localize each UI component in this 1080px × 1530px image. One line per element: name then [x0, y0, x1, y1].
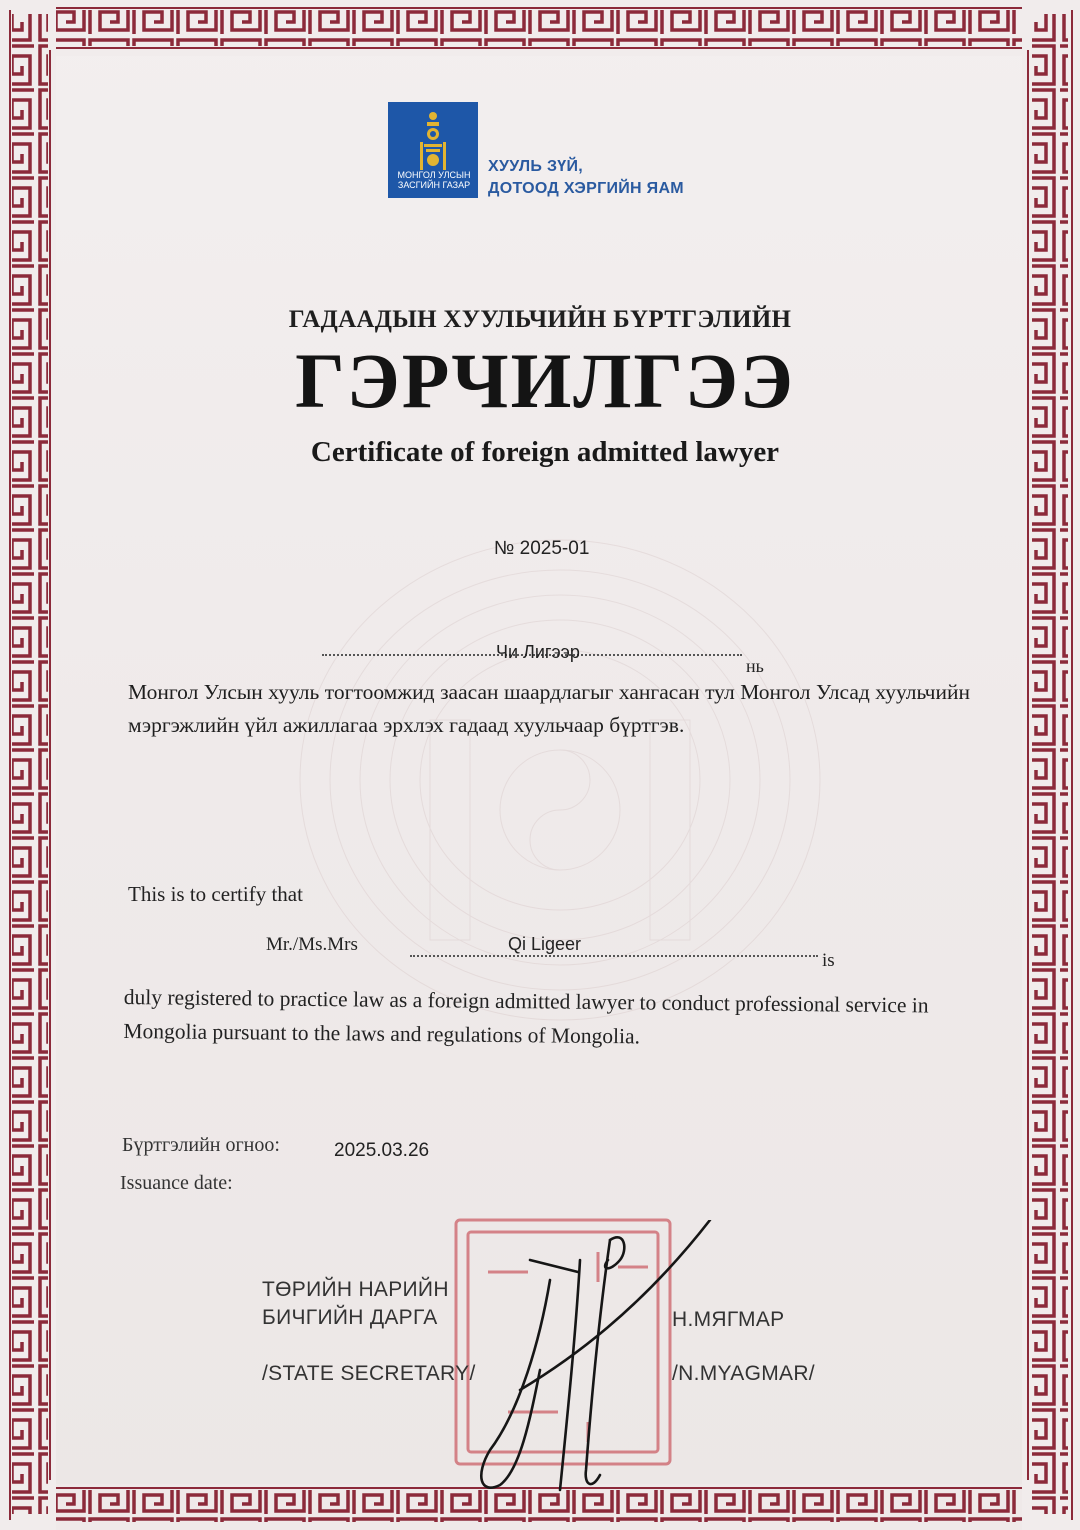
- emblem-caption-line2: ЗАСГИЙН ГАЗАР: [397, 180, 471, 190]
- statement-en: duly registered to practice law as a foreign admitted lawyer to conduct professional service in Mongolia pursuant to the laws and regulations of Mongolia.: [123, 984, 929, 1049]
- ministry-name-line1: ХУУЛЬ ЗҮЙ,: [488, 158, 584, 175]
- name-dotted-line-en: [410, 955, 818, 957]
- certificate-title: ГЭРЧИЛГЭЭ: [295, 337, 795, 424]
- certificate-subtitle: ГАДААДЫН ХУУЛЬЧИЙН БҮРТГЭЛИЙН: [288, 306, 792, 333]
- handwritten-signature: [460, 1220, 720, 1500]
- border-top: [0, 0, 1080, 56]
- holder-name-mn: Чи Лигээр: [496, 642, 580, 662]
- emblem-caption-line1: МОНГОЛ УЛСЫН: [397, 170, 471, 180]
- border-left: [0, 0, 56, 1530]
- certificate-number: № 2025-01: [494, 538, 590, 559]
- statement-mn: Монгол Улсын хууль тогтоомжид заасан шаардлагыг хангасан тул Монгол Улсад хуульчийн мэргэжлийн үйл ажиллагаа эрхлэх гадаад хуульчаар бүртгэв.: [128, 680, 970, 737]
- guilloche-watermark: [280, 520, 840, 1040]
- signatory-name-en: /N.MYAGMAR/: [672, 1362, 815, 1385]
- issuance-date: 2025.03.26: [334, 1140, 430, 1161]
- suffix-mn: нь: [746, 656, 764, 676]
- holder-name-en: Qi Ligeer: [508, 934, 582, 954]
- suffix-en: is: [822, 950, 835, 971]
- signatory-position-mn-line1: ТӨРИЙН НАРИЙН: [262, 1278, 449, 1301]
- issuance-label-mn: Бүртгэлийн огноо:: [122, 1134, 280, 1156]
- signatory-position-mn-line2: БИЧГИЙН ДАРГА: [262, 1306, 438, 1329]
- emblem-caption: [390, 170, 478, 190]
- border-right: [1022, 0, 1080, 1530]
- title-prefix: Mr./Ms.Mrs: [266, 934, 358, 955]
- signatory-position-en: /STATE SECRETARY/: [262, 1362, 476, 1385]
- signatory-name-mn: Н.МЯГМАР: [672, 1308, 785, 1331]
- certify-intro: This is to certify that: [128, 882, 303, 906]
- ministry-name-line2: ДОТООД ХЭРГИЙН ЯАМ: [488, 180, 684, 197]
- certificate-title-english: Certificate of foreign admitted lawyer: [310, 436, 780, 468]
- issuance-label-en: Issuance date:: [120, 1172, 233, 1194]
